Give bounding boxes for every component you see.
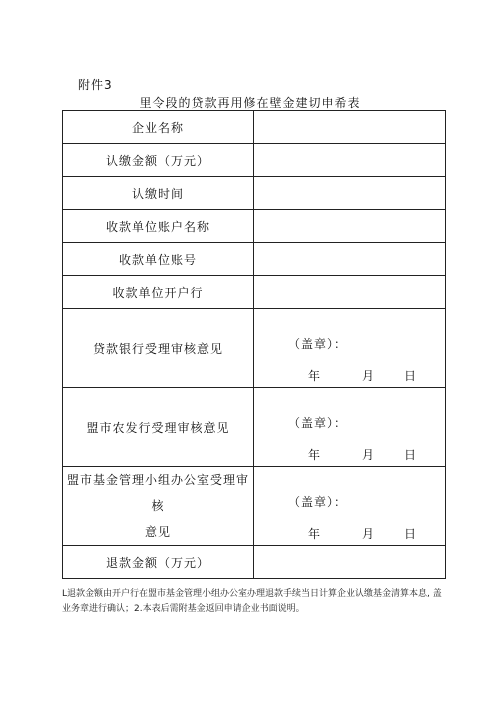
label-line: 盟市基金管理小组办公室受理审核 [66, 473, 249, 513]
table-row [63, 144, 446, 177]
day-label: 日 [404, 527, 418, 541]
table-row [63, 388, 446, 467]
company-name-label: 企业名称 [63, 111, 254, 144]
seal-label: （盖章）： [288, 416, 348, 430]
year-label: 年 [308, 527, 322, 541]
refund-amount-label: 退款金额（万元） [63, 546, 254, 579]
table-row [63, 276, 446, 309]
day-label: 日 [404, 448, 418, 462]
company-name-field[interactable] [254, 111, 446, 144]
table-row [63, 243, 446, 276]
payee-bank-label: 收款单位开户行 [63, 276, 254, 309]
seal-label: （盖章）： [288, 337, 348, 351]
table-row [63, 177, 446, 210]
attachment-label: 附件3 [78, 78, 113, 92]
table-row [63, 467, 446, 546]
payee-account-name-label: 收款单位账户名称 [63, 210, 254, 243]
label-line: 意见 [144, 525, 171, 539]
table-row [63, 111, 446, 144]
table-row [63, 546, 446, 579]
month-label: 月 [362, 527, 376, 541]
table-row [63, 309, 446, 388]
lending-bank-review-field[interactable] [254, 309, 446, 388]
lending-bank-review-label: 贷款银行受理审核意见 [63, 309, 254, 388]
month-label: 月 [362, 369, 376, 383]
league-adbc-review-label: 盟市农发行受理审核意见 [63, 388, 254, 467]
day-label: 日 [404, 369, 418, 383]
payee-account-number-label: 收款单位账号 [63, 243, 254, 276]
refund-amount-field[interactable] [254, 546, 446, 579]
year-label: 年 [308, 448, 322, 462]
payee-account-number-field[interactable] [254, 243, 446, 276]
fund-office-review-field[interactable] [254, 467, 446, 546]
application-form-table [62, 110, 446, 579]
payee-bank-field[interactable] [254, 276, 446, 309]
fund-office-review-label-text [63, 467, 253, 545]
subscribed-amount-label: 认缴金额（万元） [63, 144, 254, 177]
fund-office-review-label [63, 467, 254, 546]
table-row [63, 210, 446, 243]
year-label: 年 [308, 369, 322, 383]
subscription-time-label: 认缴时间 [63, 177, 254, 210]
payee-account-name-field[interactable] [254, 210, 446, 243]
subscription-time-field[interactable] [254, 177, 446, 210]
subscribed-amount-field[interactable] [254, 144, 446, 177]
seal-label: （盖章）： [288, 495, 348, 509]
league-adbc-review-field[interactable] [254, 388, 446, 467]
month-label: 月 [362, 448, 376, 462]
form-title: 里令段的贷款再用修在壁金建切申希表 [139, 96, 361, 110]
footnote: L退款金额由开户行在盟市基金管理小组办公室办理退款手续当日计算企业认缴基金清算本息, 盖业务章进行确认；2.本表后需附基金返回申请企业书面说明。 [62, 589, 442, 614]
